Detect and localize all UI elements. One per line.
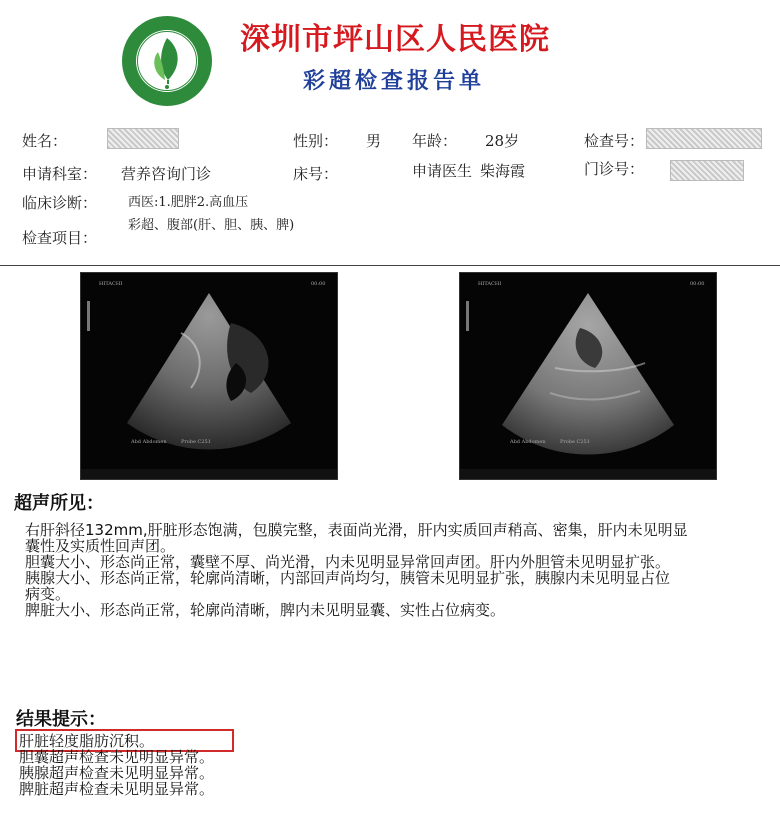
hospital-name: 深圳市坪山区人民医院: [240, 22, 550, 57]
findings-heading: 超声所见：: [14, 493, 104, 514]
ultrasound-image-liver: [80, 272, 338, 480]
findings-line: 胆囊大小、形态尚正常，囊壁不厚、尚光滑，内未见明显异常回声团。肝内外胆管未见明显扩张。: [25, 553, 671, 571]
findings-line: 胰腺大小、形态尚正常，轮廓尚清晰，内部回声尚均匀，胰管未见明显扩张，胰腺内未见明显占位: [25, 569, 671, 587]
doctor-value: 柴海霞: [480, 162, 526, 180]
exam-item-value: 彩超、腹部(肝、胆、胰、脾): [128, 218, 295, 233]
result-line: 胰腺超声检查未见明显异常。: [19, 764, 215, 782]
results-text: [19, 733, 419, 797]
findings-line: 脾脏大小、形态尚正常，轮廓尚清晰，脾内未见明显囊、实性占位病变。: [25, 601, 506, 619]
svg-text:Abd Abdomen: Abd Abdomen: [131, 439, 167, 445]
age-label: 年龄：: [412, 132, 458, 150]
svg-text:HITACHI: HITACHI: [478, 281, 502, 287]
outpatient-no-redacted: [670, 160, 744, 181]
svg-text:HITACHI: HITACHI: [99, 281, 123, 287]
exam-no-redacted: [646, 128, 762, 149]
name-redacted: [107, 128, 179, 149]
age-value: 28岁: [485, 132, 520, 150]
svg-text:Probe C251: Probe C251: [181, 439, 211, 445]
diagnosis-value: 西医:1.肥胖2.高血压: [128, 195, 249, 210]
findings-line: 病变。: [25, 585, 71, 603]
svg-text:Abd Abdomen: Abd Abdomen: [510, 439, 546, 445]
svg-text:Probe C251: Probe C251: [560, 439, 590, 445]
exam-no-label: 检查号：: [584, 132, 645, 150]
header-divider: [0, 265, 780, 266]
svg-text:00:00: 00:00: [690, 281, 705, 287]
outpatient-no-label: 门诊号：: [584, 160, 645, 178]
diagnosis-label: 临床诊断：: [22, 194, 98, 212]
hospital-logo: [120, 14, 214, 108]
result-line: 脾脏超声检查未见明显异常。: [19, 780, 215, 798]
exam-item-label: 检查项目：: [22, 229, 98, 247]
report-title: 彩超检查报告单: [303, 68, 486, 94]
findings-text: [25, 522, 775, 618]
ultrasound-image-abdomen: [459, 272, 717, 480]
result-line: 胆囊超声检查未见明显异常。: [19, 748, 215, 766]
bed-label: 床号：: [293, 165, 339, 183]
department-label: 申请科室：: [22, 165, 98, 183]
gender-label: 性别：: [293, 132, 339, 150]
gender-value: 男: [366, 132, 382, 150]
svg-text:00:00: 00:00: [311, 281, 326, 287]
name-label: 姓名：: [22, 132, 68, 150]
department-value: 营养咨询门诊: [121, 165, 212, 183]
results-heading: 结果提示：: [16, 709, 106, 730]
result-line-highlighted: 肝脏轻度脂肪沉积。: [19, 732, 155, 750]
findings-line: 右肝斜径132mm,肝脏形态饱满，包膜完整，表面尚光滑，肝内实质回声稍高、密集，肝内未见明显: [25, 521, 688, 539]
doctor-label: 申请医生: [412, 162, 473, 180]
findings-line: 囊性及实质性回声团。: [25, 537, 176, 555]
